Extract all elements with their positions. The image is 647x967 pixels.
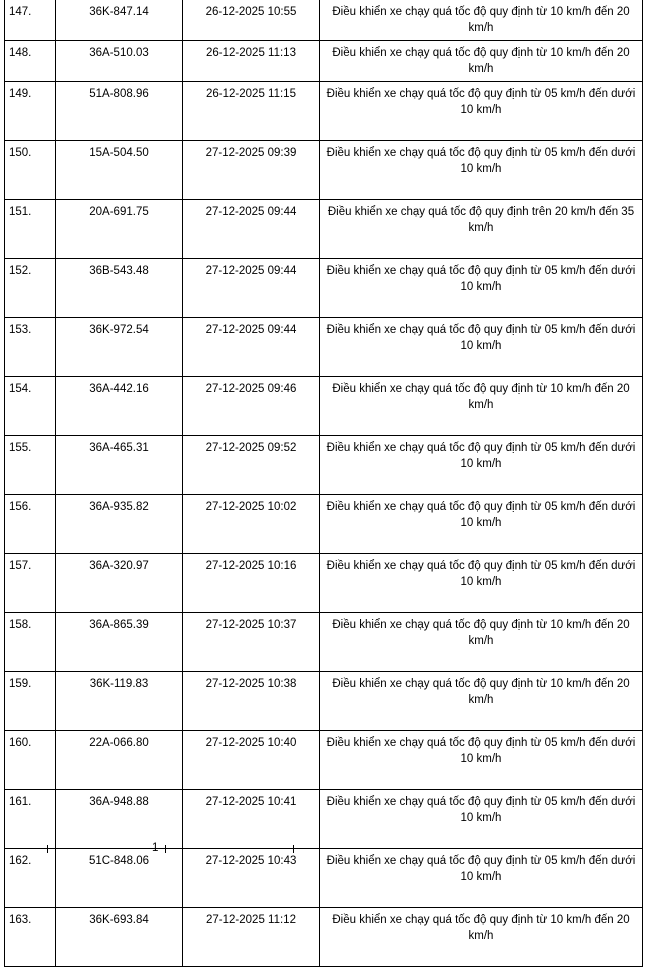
table-row xyxy=(5,318,643,377)
row-index: 154. xyxy=(5,377,56,436)
row-time: 27-12-2025 10:40 xyxy=(183,731,320,790)
table-row xyxy=(5,790,643,849)
row-time: 26-12-2025 11:13 xyxy=(183,41,320,82)
row-index: 157. xyxy=(5,554,56,613)
row-plate: 36A-948.88 xyxy=(56,790,183,849)
row-index: 151. xyxy=(5,200,56,259)
row-index: 148. xyxy=(5,41,56,82)
row-index: 155. xyxy=(5,436,56,495)
row-time: 27-12-2025 10:02 xyxy=(183,495,320,554)
row-description: Điều khiển xe chạy quá tốc độ quy định từ 05 km/h đến dưới 10 km/h xyxy=(320,318,643,377)
column-divider xyxy=(165,845,166,853)
row-description: Điều khiển xe chạy quá tốc độ quy định từ 05 km/h đến dưới 10 km/h xyxy=(320,82,643,141)
row-description: Điều khiển xe chạy quá tốc độ quy định từ 10 km/h đến 20 km/h xyxy=(320,908,643,967)
table-row xyxy=(5,436,643,495)
row-plate: 36K-972.54 xyxy=(56,318,183,377)
column-divider xyxy=(293,845,294,853)
row-index: 161. xyxy=(5,790,56,849)
row-plate: 36K-693.84 xyxy=(56,908,183,967)
table-row xyxy=(5,0,643,41)
row-time: 27-12-2025 10:38 xyxy=(183,672,320,731)
row-index: 156. xyxy=(5,495,56,554)
row-time: 27-12-2025 09:52 xyxy=(183,436,320,495)
row-description: Điều khiển xe chạy quá tốc độ quy định từ 05 km/h đến dưới 10 km/h xyxy=(320,495,643,554)
row-description: Điều khiển xe chạy quá tốc độ quy định từ 05 km/h đến dưới 10 km/h xyxy=(320,259,643,318)
table-row xyxy=(5,672,643,731)
table-row xyxy=(5,200,643,259)
row-description: Điều khiển xe chạy quá tốc độ quy định trên 20 km/h đến 35 km/h xyxy=(320,200,643,259)
column-divider xyxy=(47,845,48,853)
row-time: 27-12-2025 10:43 xyxy=(183,849,320,908)
table-row xyxy=(5,495,643,554)
row-plate: 36A-935.82 xyxy=(56,495,183,554)
row-time: 27-12-2025 10:41 xyxy=(183,790,320,849)
row-plate: 15A-504.50 xyxy=(56,141,183,200)
row-index: 159. xyxy=(5,672,56,731)
row-description: Điều khiển xe chạy quá tốc độ quy định từ 10 km/h đến 20 km/h xyxy=(320,377,643,436)
row-index: 160. xyxy=(5,731,56,790)
row-plate: 36K-119.83 xyxy=(56,672,183,731)
row-description: Điều khiển xe chạy quá tốc độ quy định từ 05 km/h đến dưới 10 km/h xyxy=(320,141,643,200)
table-row xyxy=(5,141,643,200)
violations-table-body xyxy=(5,0,643,967)
row-plate: 36A-442.16 xyxy=(56,377,183,436)
row-index: 162. xyxy=(5,849,56,908)
table-row xyxy=(5,259,643,318)
row-time: 27-12-2025 11:12 xyxy=(183,908,320,967)
table-row xyxy=(5,82,643,141)
row-description: Điều khiển xe chạy quá tốc độ quy định từ 10 km/h đến 20 km/h xyxy=(320,41,643,82)
next-row-partial xyxy=(4,842,643,854)
violations-table xyxy=(4,0,643,967)
row-plate: 51A-808.96 xyxy=(56,82,183,141)
table-row xyxy=(5,613,643,672)
row-time: 27-12-2025 10:37 xyxy=(183,613,320,672)
row-index: 152. xyxy=(5,259,56,318)
row-plate: 36K-847.14 xyxy=(56,0,183,41)
row-plate: 51C-848.06 xyxy=(56,849,183,908)
table-row xyxy=(5,908,643,967)
row-time: 27-12-2025 09:44 xyxy=(183,259,320,318)
row-plate: 22A-066.80 xyxy=(56,731,183,790)
row-index: 150. xyxy=(5,141,56,200)
row-index: 158. xyxy=(5,613,56,672)
row-index: 163. xyxy=(5,908,56,967)
row-description: Điều khiển xe chạy quá tốc độ quy định từ 10 km/h đến 20 km/h xyxy=(320,613,643,672)
table-row xyxy=(5,41,643,82)
row-time: 27-12-2025 09:46 xyxy=(183,377,320,436)
row-description: Điều khiển xe chạy quá tốc độ quy định từ 05 km/h đến dưới 10 km/h xyxy=(320,436,643,495)
row-description: Điều khiển xe chạy quá tốc độ quy định từ 05 km/h đến dưới 10 km/h xyxy=(320,790,643,849)
row-plate: 36A-320.97 xyxy=(56,554,183,613)
row-time: 26-12-2025 10:55 xyxy=(183,0,320,41)
row-plate: 36A-865.39 xyxy=(56,613,183,672)
row-time: 26-12-2025 11:15 xyxy=(183,82,320,141)
table-row xyxy=(5,377,643,436)
row-index: 149. xyxy=(5,82,56,141)
row-description: Điều khiển xe chạy quá tốc độ quy định từ 05 km/h đến dưới 10 km/h xyxy=(320,554,643,613)
row-plate: 20A-691.75 xyxy=(56,200,183,259)
table-row xyxy=(5,849,643,908)
row-time: 27-12-2025 10:16 xyxy=(183,554,320,613)
row-plate: 36A-510.03 xyxy=(56,41,183,82)
row-time: 27-12-2025 09:39 xyxy=(183,141,320,200)
row-plate: 36A-465.31 xyxy=(56,436,183,495)
row-description: Điều khiển xe chạy quá tốc độ quy định từ 10 km/h đến 20 km/h xyxy=(320,672,643,731)
row-description: Điều khiển xe chạy quá tốc độ quy định từ 05 km/h đến dưới 10 km/h xyxy=(320,731,643,790)
table-row xyxy=(5,554,643,613)
row-plate: 36B-543.48 xyxy=(56,259,183,318)
row-description: Điều khiển xe chạy quá tốc độ quy định từ 10 km/h đến 20 km/h xyxy=(320,0,643,41)
row-index: 153. xyxy=(5,318,56,377)
row-description: Điều khiển xe chạy quá tốc độ quy định từ 05 km/h đến dưới 10 km/h xyxy=(320,849,643,908)
row-index: 147. xyxy=(5,0,56,41)
row-time: 27-12-2025 09:44 xyxy=(183,318,320,377)
row-time: 27-12-2025 09:44 xyxy=(183,200,320,259)
next-row-partial-text: 1 xyxy=(152,842,159,854)
table-row xyxy=(5,731,643,790)
